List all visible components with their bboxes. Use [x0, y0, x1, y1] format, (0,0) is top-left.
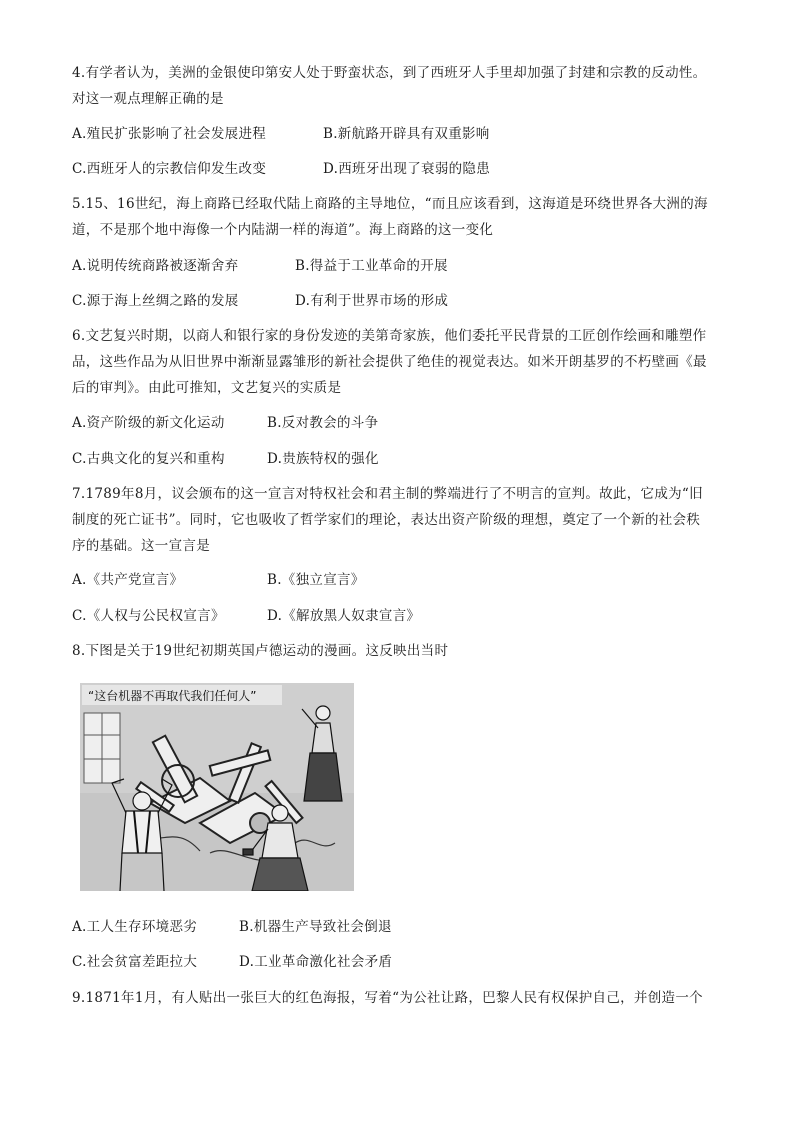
cartoon-caption: “这台机器不再取代我们任何人” [88, 689, 257, 703]
q9-stem-line-1: 9.1871年1月，有人贴出一张巨大的红色海报，写着“为公社让路，巴黎人民有权保护自己，并创造一个 [72, 990, 703, 1006]
q8-option-d: D.工业革命激化社会矛盾 [239, 954, 393, 970]
q6-option-d: D.贵族特权的强化 [267, 451, 379, 467]
q4-stem-line-2: 对这一观点理解正确的是 [72, 91, 224, 107]
q5-option-d: D.有利于世界市场的形成 [295, 293, 449, 309]
q7-option-a: A.《共产党宣言》 [72, 572, 184, 588]
q7-stem-line-2: 制度的死亡证书”。同时，它也吸收了哲学家们的理论，表达出资产阶级的理想，奠定了一个新的社会秩 [72, 512, 701, 528]
q4-option-c: C.西班牙人的宗教信仰发生改变 [72, 161, 267, 177]
q8-option-a: A.工人生存环境恶劣 [72, 919, 198, 935]
q7-stem-line-1: 7.1789年8月，议会颁布的这一宣言对特权社会和君主制的弊端进行了不明言的宣判。故此，它成为“旧 [72, 486, 703, 502]
q6-stem-line-3: 后的审判》。由此可推知，文艺复兴的实质是 [72, 380, 342, 396]
q4-option-a: A.殖民扩张影响了社会发展进程 [72, 126, 267, 142]
luddite-cartoon-image [80, 683, 354, 891]
q4-option-d: D.西班牙出现了衰弱的隐患 [323, 161, 491, 177]
q5-option-c: C.源于海上丝绸之路的发展 [72, 293, 239, 309]
q6-option-c: C.古典文化的复兴和重构 [72, 451, 225, 467]
q7-option-b: B.《独立宣言》 [267, 572, 365, 588]
q6-stem-line-2: 品，这些作品为从旧世界中渐渐显露雏形的新社会提供了绝佳的视觉表达。如米开朗基罗的不朽壁画《最 [72, 354, 707, 370]
q8-stem-line-1: 8.下图是关于19世纪初期英国卢德运动的漫画。这反映出当时 [72, 643, 449, 659]
q5-option-b: B.得益于工业革命的开展 [295, 258, 448, 274]
q5-stem-line-2: 道，不是那个地中海像一个内陆湖一样的海道”。海上商路的这一变化 [72, 222, 494, 238]
q7-stem-line-3: 序的基础。这一宣言是 [72, 538, 210, 554]
q6-stem-line-1: 6.文艺复兴时期，以商人和银行家的身份发迹的美第奇家族，他们委托平民背景的工匠创作绘画和雕塑作 [72, 328, 707, 344]
q7-option-c: C.《人权与公民权宣言》 [72, 608, 225, 624]
q4-option-b: B.新航路开辟具有双重影响 [323, 126, 490, 142]
q4-stem-line-1: 4.有学者认为，美洲的金银使印第安人处于野蛮状态，到了西班牙人手里却加强了封建和宗教的反动性。 [72, 65, 707, 81]
q6-option-a: A.资产阶级的新文化运动 [72, 415, 225, 431]
q7-option-d: D.《解放黑人奴隶宣言》 [267, 608, 421, 624]
q5-stem-line-1: 5.15、16世纪，海上商路已经取代陆上商路的主导地位，“而且应该看到，这海道是环绕世界各大洲的海 [72, 196, 708, 212]
q8-option-c: C.社会贫富差距拉大 [72, 954, 198, 970]
q8-option-b: B.机器生产导致社会倒退 [239, 919, 392, 935]
q6-option-b: B.反对教会的斗争 [267, 415, 379, 431]
q5-option-a: A.说明传统商路被逐渐舍弃 [72, 258, 239, 274]
